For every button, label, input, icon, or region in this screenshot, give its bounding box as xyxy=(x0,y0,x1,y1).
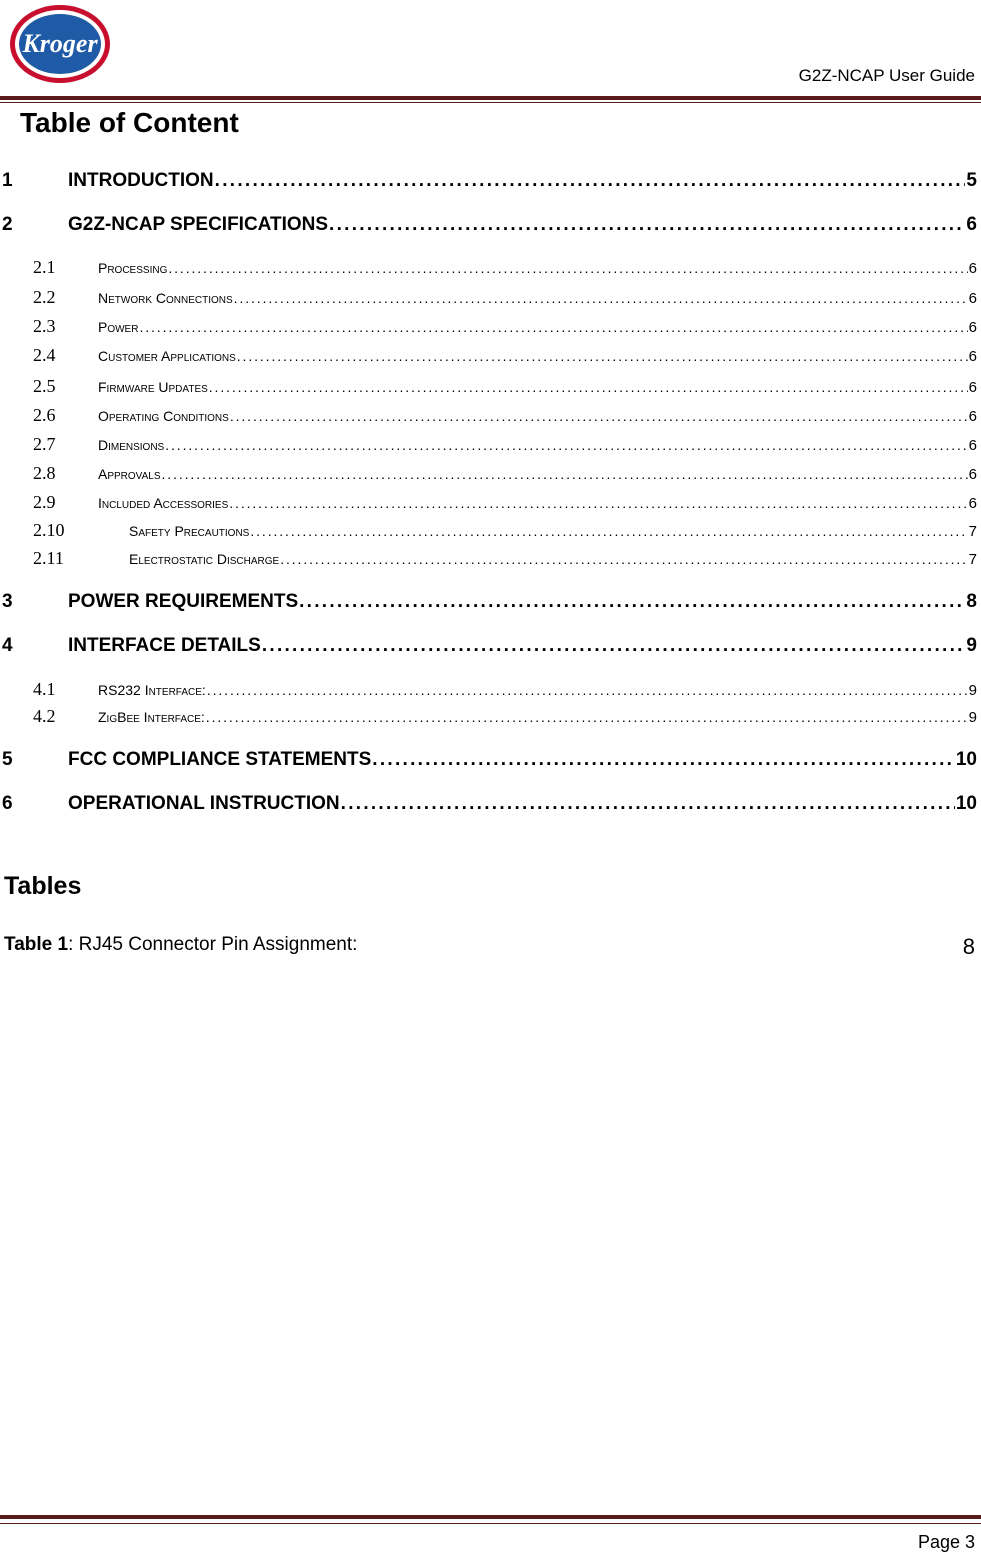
toc-entry-number: 2.6 xyxy=(33,405,56,425)
toc-entry-number: 2.1 xyxy=(33,257,56,277)
page-number: Page 3 xyxy=(917,1532,975,1552)
table-list-entry[interactable] xyxy=(4,934,975,960)
dot-leader xyxy=(229,495,967,511)
dot-leader xyxy=(209,379,968,395)
toc-subentry[interactable] xyxy=(0,434,977,455)
toc-entry-page: 6 xyxy=(968,319,977,336)
toc-entry-page: 5 xyxy=(966,170,977,191)
toc-entry-title: Dimensions xyxy=(98,437,165,453)
dot-leader xyxy=(206,709,968,725)
dot-leader xyxy=(237,348,968,364)
dot-leader xyxy=(262,635,966,657)
dot-leader xyxy=(230,408,968,424)
toc-entry-number: 6 xyxy=(2,793,13,814)
toc-subentry[interactable] xyxy=(0,376,977,397)
toc-entry-page: 6 xyxy=(968,466,977,483)
toc-entry-number: 2.2 xyxy=(33,287,56,307)
toc-entry-title: Processing xyxy=(98,260,168,276)
toc-entry[interactable] xyxy=(0,635,977,657)
toc-entry-number: 2.7 xyxy=(33,434,56,454)
toc-entry-page: 6 xyxy=(968,260,977,277)
dot-leader xyxy=(207,682,968,698)
toc-entry-title: RS232 Interface: xyxy=(98,682,206,698)
toc-entry-title: INTRODUCTION xyxy=(68,170,214,191)
toc-entry[interactable] xyxy=(0,591,977,613)
header-rule xyxy=(0,96,981,100)
toc-entry[interactable] xyxy=(0,214,977,236)
toc-entry-page: 8 xyxy=(966,591,977,612)
toc-entry-page: 6 xyxy=(968,495,977,512)
toc-subentry[interactable] xyxy=(0,706,977,727)
toc-entry-page: 6 xyxy=(968,408,977,425)
toc-entry-number: 3 xyxy=(2,591,13,612)
toc-entry[interactable] xyxy=(0,170,977,192)
dot-leader xyxy=(168,260,967,276)
toc-entry-number: 2.8 xyxy=(33,463,56,483)
toc-entry-page: 6 xyxy=(968,379,977,396)
dot-leader xyxy=(234,290,968,306)
toc-entry-number: 4.2 xyxy=(33,706,56,726)
toc-entry-page: 7 xyxy=(968,523,977,540)
toc-entry-page: 9 xyxy=(966,635,977,656)
toc-subentry[interactable] xyxy=(0,520,977,541)
dot-leader xyxy=(280,551,967,567)
toc-entry-title: Electrostatic Discharge xyxy=(129,551,280,567)
document-title: G2Z-NCAP User Guide xyxy=(798,66,975,85)
footer-rule-thin xyxy=(0,1523,981,1524)
toc-entry-number: 2.4 xyxy=(33,345,56,365)
toc-entry-page: 7 xyxy=(968,551,977,568)
dot-leader xyxy=(162,466,968,482)
toc-heading: Table of Content xyxy=(20,107,239,138)
toc-entry-page: 6 xyxy=(968,348,977,365)
toc-entry-number: 2.3 xyxy=(33,316,56,336)
dot-leader xyxy=(341,793,955,815)
dot-leader xyxy=(299,591,965,613)
toc-subentry[interactable] xyxy=(0,492,977,513)
toc-entry-number: 4 xyxy=(2,635,13,656)
toc-entry-number: 1 xyxy=(2,170,13,191)
table-page-number: 8 xyxy=(962,934,975,959)
toc-entry-title: Safety Precautions xyxy=(129,523,250,539)
toc-entry-number: 2 xyxy=(2,214,13,235)
toc-entry-title: Customer Applications xyxy=(98,348,236,364)
toc-entry-page: 9 xyxy=(968,682,977,699)
dot-leader xyxy=(139,319,967,335)
toc-entry-title: G2Z-NCAP SPECIFICATIONS xyxy=(68,214,329,235)
toc-entry-title: OPERATIONAL INSTRUCTION xyxy=(68,793,340,814)
dot-leader xyxy=(215,170,966,192)
toc-entry-title: Approvals xyxy=(98,466,161,482)
toc-entry-number: 5 xyxy=(2,749,13,770)
toc-entry-title: Included Accessories xyxy=(98,495,229,511)
dot-leader xyxy=(165,437,967,453)
toc-entry-title: Power xyxy=(98,319,139,335)
tables-heading: Tables xyxy=(4,872,82,900)
table-label: Table 1 xyxy=(4,934,69,955)
toc-entry-number: 2.11 xyxy=(33,548,64,568)
toc-entry[interactable] xyxy=(0,793,977,815)
toc-entry-page: 9 xyxy=(968,709,977,726)
dot-leader xyxy=(329,214,965,236)
toc-subentry[interactable] xyxy=(0,548,977,569)
toc-entry-title: ZigBee Interface: xyxy=(98,709,205,725)
toc-entry-number: 2.9 xyxy=(33,492,56,512)
toc-subentry[interactable] xyxy=(0,405,977,426)
toc-entry[interactable] xyxy=(0,749,977,771)
toc-subentry[interactable] xyxy=(0,679,977,700)
toc-entry-page: 6 xyxy=(968,437,977,454)
toc-entry-title: Firmware Updates xyxy=(98,379,208,395)
toc-subentry[interactable] xyxy=(0,287,977,308)
toc-entry-page: 6 xyxy=(968,290,977,307)
logo-wordmark: Kroger xyxy=(22,29,98,58)
toc-entry-number: 2.5 xyxy=(33,376,56,396)
toc-entry-page: 10 xyxy=(955,793,977,814)
table-caption: : RJ45 Connector Pin Assignment: xyxy=(68,934,358,955)
toc-entry-number: 4.1 xyxy=(33,679,56,699)
toc-entry-number: 2.10 xyxy=(33,520,65,540)
dot-leader xyxy=(250,523,967,539)
toc-entry-page: 10 xyxy=(955,749,977,770)
dot-leader xyxy=(372,749,955,771)
toc-entry-title: FCC COMPLIANCE STATEMENTS xyxy=(68,749,372,770)
toc-entry-title: Network Connections xyxy=(98,290,233,306)
kroger-logo xyxy=(8,3,112,85)
toc-subentry[interactable] xyxy=(0,257,977,278)
toc-entry-page: 6 xyxy=(966,214,977,235)
toc-subentry[interactable] xyxy=(0,463,977,484)
header-rule-thin xyxy=(0,102,981,103)
toc-entry-title: Operating Conditions xyxy=(98,408,229,424)
toc-entry-title: INTERFACE DETAILS xyxy=(68,635,261,656)
toc-entry-title: POWER REQUIREMENTS xyxy=(68,591,299,612)
toc-subentry[interactable] xyxy=(0,316,977,337)
footer-rule xyxy=(0,1515,981,1519)
toc-subentry[interactable] xyxy=(0,345,977,366)
